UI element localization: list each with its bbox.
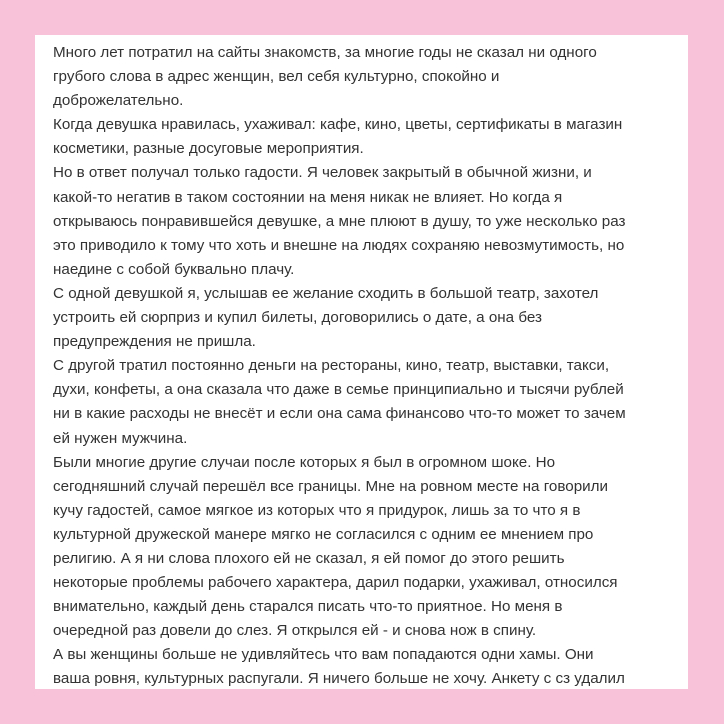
- text-line: внимательно, каждый день старался писать что-то приятное. Но меня в: [53, 598, 563, 616]
- text-line: культурной дружеской манере мягко не согласился с одним ее мнением про: [53, 525, 594, 543]
- text-line: Когда девушка нравилась, ухаживал: кафе, кино, цветы, сертификаты в магазин: [53, 116, 623, 134]
- post-text: [53, 41, 678, 689]
- text-line: это приводило к тому что хоть и внешне на людях сохраняю невозмутимость, но: [53, 236, 625, 254]
- text-line: сегодняшний случай перешёл все границы. Мне на ровном месте на говорили: [53, 477, 608, 495]
- text-line: косметики, разные досуговые мероприятия.: [53, 140, 364, 158]
- text-line: ей нужен мужчина.: [53, 429, 188, 447]
- text-line: Были многие другие случаи после которых я был в огромном шоке. Но: [53, 453, 556, 471]
- text-line: доброжелательно.: [53, 92, 184, 110]
- text-line: религию. А я ни слова плохого ей не сказал, я ей помог до этого решить: [53, 549, 565, 567]
- text-line: устроить ей сюрприз и купил билеты, договорились о дате, а она без: [53, 309, 542, 327]
- text-line: кучу гадостей, самое мягкое из которых что я придурок, лишь за то что я в: [53, 501, 581, 519]
- text-line: ваша ровня, культурных распугали. Я ничего больше не хочу. Анкету с сз удалил: [53, 670, 625, 688]
- text-line: С другой тратил постоянно деньги на рестораны, кино, театр, выставки, такси,: [53, 357, 610, 375]
- text-line: Но в ответ получал только гадости. Я человек закрытый в обычной жизни, и: [53, 164, 592, 182]
- text-line: некоторые проблемы рабочего характера, дарил подарки, ухаживал, относился: [53, 574, 618, 592]
- post-card: [35, 35, 688, 689]
- text-line: открываюсь понравившейся девушке, а мне плюют в душу, то уже несколько раз: [53, 212, 626, 230]
- text-line: духи, конфеты, а она сказала что даже в семье принципиально и тысячи рублей: [53, 381, 624, 399]
- text-line: ни в какие расходы не внесёт и если она сама финансово что-то может то зачем: [53, 405, 626, 423]
- text-line: предупреждения не пришла.: [53, 333, 256, 351]
- text-line: грубого слова в адрес женщин, вел себя культурно, спокойно и: [53, 68, 500, 86]
- text-line: какой-то негатив в таком состоянии на меня никак не влияет. Но когда я: [53, 188, 563, 206]
- text-line: А вы женщины больше не удивляйтесь что вам попадаются одни хамы. Они: [53, 646, 594, 664]
- text-line: С одной девушкой я, услышав ее желание сходить в большой театр, захотел: [53, 284, 599, 302]
- text-line: Много лет потратил на сайты знакомств, за многие годы не сказал ни одного: [53, 44, 597, 61]
- text-line: очередной раз довели до слез. Я открылся ей - и снова нож в спину.: [53, 622, 537, 640]
- text-line: наедине с собой буквально плачу.: [53, 260, 295, 278]
